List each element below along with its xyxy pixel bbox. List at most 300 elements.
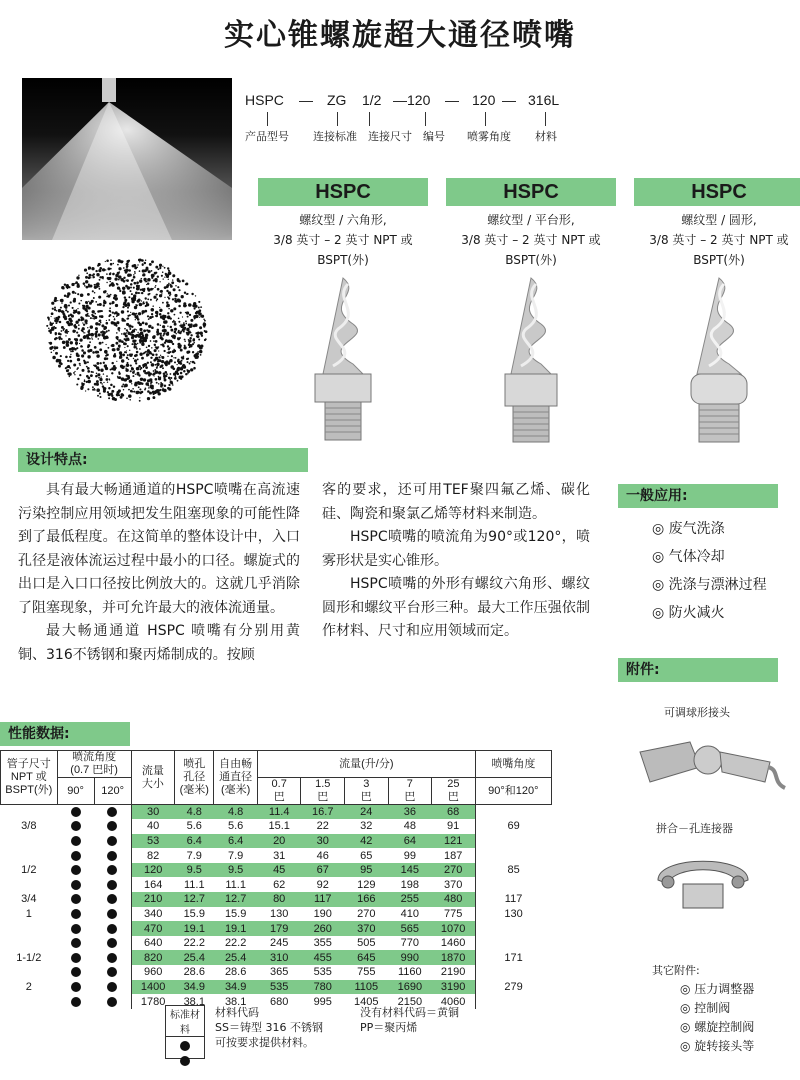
spray-dot [97,330,99,332]
spray-dot [116,332,118,334]
spray-dot [52,308,54,310]
table-cell: 480 [432,892,476,907]
spray-dot [155,378,158,381]
spray-dot [174,328,177,331]
spray-dot [72,350,74,352]
spray-dot [70,319,73,322]
spray-dot [163,318,165,320]
spray-dot [117,338,119,340]
spray-dot [99,342,102,345]
table-cell [94,819,131,834]
spray-dot [150,299,152,301]
table-cell: 92 [316,878,329,891]
spray-dot [124,351,126,353]
spray-dot [82,369,85,372]
spray-dot [99,396,101,398]
spray-dot [78,334,81,337]
spray-dot [139,400,141,402]
table-cell: 95 [345,863,389,878]
spray-dot [144,336,146,338]
spray-dot [177,361,178,362]
spray-dot [77,311,80,314]
material-dot [107,807,117,817]
spray-dot [141,357,144,360]
col-header: 流量(升/分) [257,751,475,778]
spray-dot [156,300,157,301]
spray-dot [122,384,124,386]
list-item: ◎ 旋转接头等 [680,1039,755,1053]
spray-dot [186,358,188,360]
table-cell: 11.1 [183,878,205,891]
spray-dot [170,373,172,375]
spray-dot [142,264,144,266]
spray-dot [164,320,167,323]
spray-dot [114,298,116,300]
applications-list [652,515,767,627]
spray-dot [128,333,129,334]
spray-dot [54,318,55,319]
spray-dot [170,377,172,379]
spray-dot [175,357,177,359]
table-cell [57,936,94,951]
spray-dot [52,356,56,360]
spray-dot [85,390,86,391]
spray-dot [163,332,165,334]
spray-dot [155,315,158,318]
product-name: HSPC [446,178,616,206]
applications-heading: 一般应用: [618,484,778,508]
spray-dot [118,372,120,374]
table-cell: 7.9 [186,849,202,862]
spray-dot [126,398,128,400]
spray-dot [150,353,152,355]
spray-dot [204,320,206,322]
spray-dot [102,342,104,344]
table-cell: 30 [301,834,345,849]
spray-dot [127,345,129,347]
spray-dot [150,288,152,290]
table-cell [475,877,551,892]
spray-dot [155,357,158,360]
col-header: 管子尺寸 [6,758,51,770]
spray-dot [127,317,129,319]
spray-dot [168,340,172,344]
spray-dot [150,340,152,342]
spray-dot [99,315,101,317]
spray-dot [143,301,145,303]
table-cell [1,877,58,892]
table-cell [57,848,94,863]
spray-dot [140,354,141,355]
table-cell: 117 [475,892,551,907]
spray-dot [147,282,149,284]
table-cell: 1/2 [21,864,37,877]
spray-dot [162,367,164,369]
spray-dot [66,321,68,323]
spray-dot [114,398,117,401]
spray-dot [84,285,86,287]
table-cell: 179 [257,921,301,936]
spray-dot [183,331,185,333]
spray-dot [168,308,170,310]
spray-dot [189,363,191,365]
spray-dot [98,377,100,379]
spray-dot [123,332,126,335]
spray-dot [180,330,182,332]
spray-dot [73,298,76,301]
table-cell [94,950,131,965]
spray-dot [154,344,156,346]
spray-dot [64,317,67,320]
spray-dot [111,390,114,393]
spray-dot [67,287,69,289]
spray-dot [200,354,202,356]
product-desc: 3/8 英寸 – 2 英寸 NPT 或 [649,233,789,247]
spray-dot [148,354,150,356]
spray-dot [128,296,130,298]
material-dot [107,909,117,919]
spray-dot [96,362,99,365]
part-number-code [245,92,585,152]
spray-dot [94,383,97,386]
table-cell: 645 [345,950,389,965]
spray-dot [76,383,78,385]
spray-dot [70,341,73,344]
spray-dot [92,290,94,292]
spray-dot [108,268,109,269]
design-text-left [18,479,300,667]
spray-dot [169,379,171,381]
spray-dot [102,330,104,332]
table-cell [94,892,131,907]
spray-dot [138,386,140,388]
product-desc: 3/8 英寸 – 2 英寸 NPT 或 [461,233,601,247]
material-dot [71,880,81,890]
spray-dot [183,302,186,305]
table-cell: 171 [475,950,551,965]
spray-dot [98,296,101,299]
spray-dot [168,384,170,386]
table-cell: 80 [257,892,301,907]
spray-dot [164,277,165,278]
spray-dot [60,355,62,357]
spray-dot [77,378,79,380]
spray-dot [134,306,137,309]
spray-dot [178,299,181,302]
table-cell: 1-1/2 [16,951,42,964]
spray-dot [107,382,108,383]
spray-dot [109,284,111,286]
spray-dot [80,300,81,301]
spray-dot [86,366,88,368]
spray-dot [176,364,177,365]
spray-dot [126,337,129,340]
spray-dot [124,338,126,340]
spray-dot [97,373,100,376]
spray-dot [187,329,189,331]
spray-dot [117,287,120,290]
spray-dot [50,321,51,322]
spray-dot [60,330,62,332]
table-cell [57,980,94,995]
spray-dot [177,359,179,361]
spray-dot [118,275,122,279]
spray-dot [167,345,169,347]
spray-dot [98,288,100,290]
spray-dot [148,345,150,347]
spray-dot [130,283,133,286]
spray-dot [117,327,120,330]
spray-dot [83,360,85,362]
spray-dot [134,282,136,284]
spray-dot [89,302,92,305]
design-heading: 设计特点: [18,448,308,472]
spray-dot [95,301,97,303]
spray-dot [94,388,95,389]
spray-dot [89,338,91,340]
product-round [634,178,800,444]
table-cell [57,994,94,1009]
spray-dot [106,282,107,283]
spray-dot [64,304,67,307]
code-label: 材料 [535,131,557,143]
spray-dot [174,314,176,316]
spray-dot [168,387,171,390]
code-seg: 1/2 [362,92,382,108]
material-dot [71,836,81,846]
spray-dot [155,364,157,366]
spray-dot [157,391,160,394]
spray-dot [106,273,108,275]
spray-dot [46,325,48,327]
table-cell [1,834,58,849]
table-cell: 190 [313,907,332,920]
spray-dot [146,267,149,270]
spray-dot [81,346,82,347]
spray-dot [137,358,139,360]
spray-dot [189,314,191,316]
spray-dot [115,311,118,314]
spray-dot [64,295,67,298]
table-row [1,936,552,951]
spray-dot [54,346,55,347]
spray-dot [133,391,135,393]
spray-dot [134,271,135,272]
spray-dot [172,367,175,370]
spray-dot [132,368,134,370]
spray-dot [115,304,118,307]
spray-dot [178,321,180,323]
spray-dot [169,295,171,297]
nozzle-image [491,274,571,444]
spray-dot [129,379,132,382]
table-cell [94,848,131,863]
spray-dot [122,354,125,357]
spray-dot [95,283,97,285]
spray-dot [118,344,121,347]
spray-dot [166,360,169,363]
spray-dot [168,297,170,299]
spray-dot [58,309,62,313]
spray-dot [132,388,134,390]
table-cell: 3/4 [21,893,37,906]
table-cell: 28.6 [183,966,205,979]
spray-dot [164,371,167,374]
material-dot [71,909,81,919]
material-dot [107,938,117,948]
spray-dot [51,316,52,317]
spray-dot [109,273,111,275]
spray-dot [124,384,128,388]
spray-dot [96,273,99,276]
spray-dot [139,391,142,394]
spray-dot [161,356,164,359]
spray-dot [67,360,69,362]
spray-dot [97,338,99,340]
spray-dot [139,348,141,350]
spray-dot [186,351,189,354]
spray-dot [191,293,193,295]
table-cell: 6.4 [175,834,214,849]
table-cell [94,994,131,1009]
spray-dot [130,312,131,313]
spray-dot [155,266,158,269]
spray-dot [163,315,166,318]
table-cell [94,921,131,936]
spray-dot [183,322,185,324]
spray-dot [135,354,138,357]
spray-dot [137,299,140,302]
code-label: 喷雾角度 [467,131,511,143]
col-header: 巴 [317,791,329,803]
accessory-label: 可调球形接头 [664,706,730,719]
spray-dot [176,368,179,371]
spray-dot [186,293,188,295]
spray-dot [126,350,127,351]
spray-dot [105,261,106,262]
spray-dot [173,357,174,358]
table-cell: 38.1 [183,995,205,1008]
table-cell [475,994,551,1009]
spray-dot [73,372,75,374]
spray-dot [99,286,100,287]
spray-dot [162,345,164,347]
other-accessories-list [680,980,754,1056]
material-dot [107,865,117,875]
spray-dot [132,371,135,374]
spray-dot [196,311,199,314]
spray-dot [70,354,71,355]
legend-std: 标准材料 [166,1006,204,1037]
spray-dot [109,303,110,304]
spray-dot [178,289,180,291]
material-dot [180,1041,190,1051]
spray-dot [49,322,53,326]
product-desc: 螺纹型 / 圆形, [681,213,757,227]
spray-dot [109,281,111,283]
spray-dot [199,317,200,318]
spray-dot [143,370,146,373]
spray-dot [131,314,132,315]
table-cell: 535 [257,980,301,995]
spray-dot [87,293,90,296]
spray-dot [194,307,196,309]
spray-dot [61,311,64,314]
table-cell [57,950,94,965]
spray-dot [118,260,121,263]
spray-photo [22,78,232,240]
spray-dot [153,370,155,372]
spray-dot [69,376,70,377]
spray-dot [181,369,183,371]
spray-dot [186,332,188,334]
spray-dot [184,345,186,347]
table-cell: 187 [443,849,463,862]
spray-dot [170,294,171,295]
col-header: 通直径 [219,771,253,783]
spray-dot [129,399,131,401]
spray-dot [143,278,146,281]
table-cell: 775 [443,907,463,920]
spray-dot [140,336,144,340]
spray-dot [84,335,86,337]
spray-dot [192,351,194,353]
spray-dot [195,295,196,296]
spray-dot [193,367,196,370]
table-cell: 15.1 [268,820,290,833]
spray-dot [160,383,163,386]
table-cell: 11.4 [257,805,301,820]
table-cell [57,863,94,878]
spray-dot [178,330,180,332]
material-dot [71,894,81,904]
spray-dot [182,316,183,317]
spray-dot [139,339,142,342]
spray-dot [87,377,90,380]
spray-dot [121,333,123,335]
spray-dot [170,326,172,328]
table-cell: 640 [131,936,175,951]
spray-dot [72,307,74,309]
spray-dot [166,373,168,375]
spray-dot [165,375,167,377]
spray-dot [173,288,176,291]
spray-dot [182,324,185,327]
spray-dot [168,270,170,272]
spray-dot [143,378,146,381]
spray-dot [98,269,101,272]
spray-dot [156,347,158,349]
design-text-right [322,479,590,644]
spray-dot [110,259,112,261]
spray-dot [193,361,195,363]
spray-dot [123,380,124,381]
accessories-heading: 附件: [618,658,778,682]
spray-dot [188,343,191,346]
code-label: 产品型号 [245,131,289,143]
spray-dot [88,268,90,270]
table-cell: 22.2 [183,937,205,950]
spray-dot [83,282,86,285]
paragraph: 最大畅通通道 HSPC 喷嘴有分别用黄铜、316不锈钢和聚丙烯制成的。按顾 [18,623,300,663]
spray-dot [111,367,114,370]
spray-dot [67,311,69,313]
table-cell: 15.9 [183,907,205,920]
spray-dot [75,292,77,294]
spray-dot [134,335,137,338]
spray-dot [60,299,62,301]
material-dot [71,953,81,963]
